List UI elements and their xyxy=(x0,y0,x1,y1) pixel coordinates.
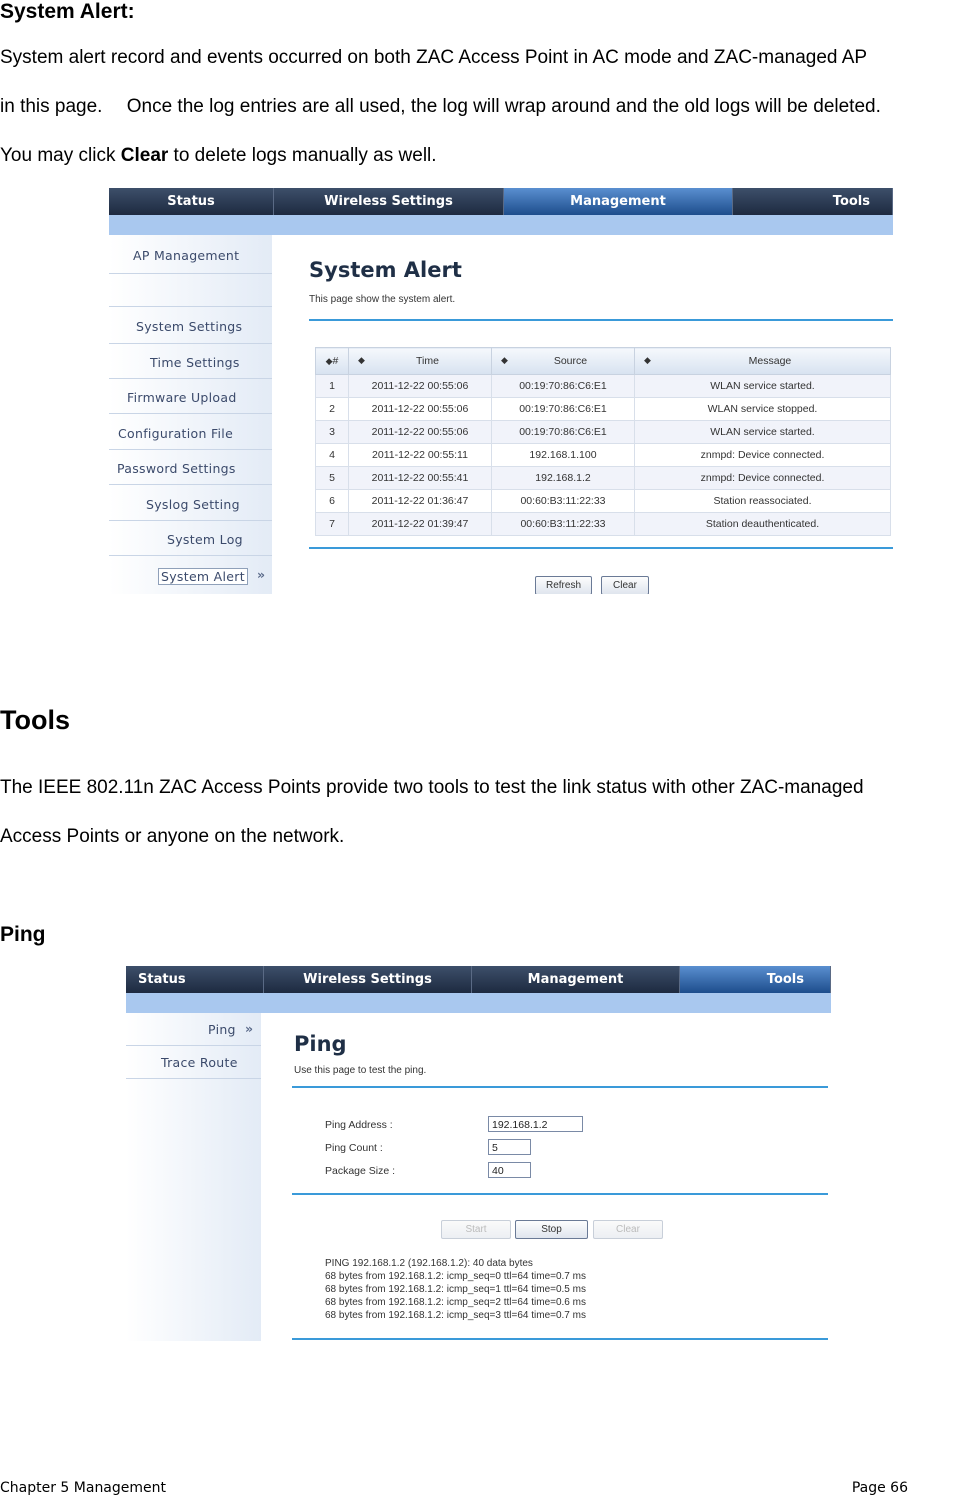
intro-line-1: System alert record and events occurred on both ZAC Access Point in AC mode and ZAC-managed AP xyxy=(0,47,868,68)
divider xyxy=(309,319,893,321)
sort-icon: ◆ xyxy=(358,355,365,365)
active-marker-icon: » xyxy=(245,1021,254,1036)
ping-screenshot xyxy=(126,966,831,1341)
sidebar xyxy=(109,235,272,594)
intro-line-3-pre: You may click xyxy=(0,145,121,166)
ping-count-input[interactable]: 5 xyxy=(488,1139,531,1155)
sort-icon: ◆ xyxy=(325,356,333,366)
sidebar-item-time-settings[interactable]: Time Settings xyxy=(150,355,240,370)
sidebar-item-ap-management[interactable]: AP Management xyxy=(133,248,240,263)
package-size-input[interactable]: 40 xyxy=(488,1162,531,1178)
table-row: 2 2011-12-22 00:55:06 00:19:70:86:C6:E1 WLAN service stopped. xyxy=(316,398,891,421)
col-number[interactable]: ◆# xyxy=(316,348,349,375)
refresh-button[interactable]: Refresh xyxy=(535,576,592,594)
alert-table xyxy=(315,347,891,536)
package-size-label: Package Size : xyxy=(325,1165,396,1177)
sidebar-item-syslog-setting[interactable]: Syslog Setting xyxy=(146,497,240,512)
table-row: 4 2011-12-22 00:55:11 192.168.1.100 znmpd: Device connected. xyxy=(316,444,891,467)
sidebar-item-system-log[interactable]: System Log xyxy=(167,532,243,547)
tools-heading: Tools xyxy=(0,705,70,735)
table-row: 6 2011-12-22 01:36:47 00:60:B3:11:22:33 Station reassociated. xyxy=(316,490,891,513)
ping-output-line: 68 bytes from 192.168.1.2: icmp_seq=1 ttl=64 time=0.5 ms xyxy=(325,1284,586,1295)
top-nav xyxy=(126,966,831,993)
footer-page-number: Page 66 xyxy=(851,1480,908,1496)
clear-button[interactable]: Clear xyxy=(601,576,649,594)
sidebar-item-password-settings[interactable]: Password Settings xyxy=(117,461,236,476)
tab-status[interactable]: Status xyxy=(126,966,264,993)
sidebar-item-trace-route[interactable]: Trace Route xyxy=(161,1055,238,1070)
tab-tools[interactable]: Tools xyxy=(733,188,893,215)
tab-management[interactable]: Management xyxy=(472,966,680,993)
ping-output-line: 68 bytes from 192.168.1.2: icmp_seq=2 ttl=64 time=0.6 ms xyxy=(325,1297,586,1308)
table-row: 5 2011-12-22 00:55:41 192.168.1.2 znmpd: Device connected. xyxy=(316,467,891,490)
sub-bar xyxy=(126,993,831,1013)
divider xyxy=(292,1086,828,1088)
tab-wireless-settings[interactable]: Wireless Settings xyxy=(264,966,472,993)
col-time[interactable]: ◆ Time xyxy=(349,348,492,375)
top-nav xyxy=(109,188,893,215)
sidebar-item-system-settings[interactable]: System Settings xyxy=(136,319,243,334)
table-header xyxy=(316,348,891,375)
sort-icon: ◆ xyxy=(501,355,508,365)
tab-status[interactable]: Status xyxy=(109,188,274,215)
sidebar-item-configuration-file[interactable]: Configuration File xyxy=(118,426,234,441)
ping-output-line: 68 bytes from 192.168.1.2: icmp_seq=3 ttl=64 time=0.7 ms xyxy=(325,1310,586,1321)
sidebar-item-firmware-upload[interactable]: Firmware Upload xyxy=(127,390,237,405)
ping-output-line: PING 192.168.1.2 (192.168.1.2): 40 data bytes xyxy=(325,1258,533,1269)
tools-line-2: Access Points or anyone on the network. xyxy=(0,826,345,847)
sidebar-item-system-alert[interactable]: System Alert xyxy=(158,568,248,585)
system-alert-heading: System Alert: xyxy=(0,0,135,23)
tab-management[interactable]: Management xyxy=(504,188,733,215)
page-title: System Alert xyxy=(309,258,462,282)
intro-line-3-post: to delete logs manually as well. xyxy=(168,145,437,166)
tab-wireless-settings[interactable]: Wireless Settings xyxy=(274,188,504,215)
col-source[interactable]: ◆ Source xyxy=(492,348,635,375)
clear-button[interactable]: Clear xyxy=(593,1220,663,1239)
divider xyxy=(292,1193,828,1195)
ping-address-label: Ping Address : xyxy=(325,1119,393,1131)
sort-icon: ◆ xyxy=(644,355,651,365)
start-button[interactable]: Start xyxy=(441,1220,511,1239)
intro-clear-term: Clear xyxy=(120,145,169,166)
divider xyxy=(309,547,893,549)
footer-chapter: Chapter 5 Management xyxy=(0,1480,167,1496)
tab-tools[interactable]: Tools xyxy=(680,966,831,993)
sidebar-item-ping[interactable]: Ping xyxy=(208,1022,236,1037)
ping-address-input[interactable]: 192.168.1.2 xyxy=(488,1116,583,1132)
page-title: Ping xyxy=(294,1032,347,1056)
system-alert-screenshot xyxy=(109,188,893,594)
table-row: 7 2011-12-22 01:39:47 00:60:B3:11:22:33 Station deauthenticated. xyxy=(316,513,891,536)
divider xyxy=(292,1338,828,1340)
intro-line-2: in this page. Once the log entries are all used, the log will wrap around and the old logs will be deleted. xyxy=(0,96,881,117)
sidebar xyxy=(126,1013,261,1341)
col-message[interactable]: ◆ Message xyxy=(635,348,891,375)
ping-count-label: Ping Count : xyxy=(325,1142,383,1154)
table-row: 3 2011-12-22 00:55:06 00:19:70:86:C6:E1 WLAN service started. xyxy=(316,421,891,444)
ping-output-line: 68 bytes from 192.168.1.2: icmp_seq=0 ttl=64 time=0.7 ms xyxy=(325,1271,586,1282)
active-marker-icon: » xyxy=(257,567,266,582)
table-row: 1 2011-12-22 00:55:06 00:19:70:86:C6:E1 WLAN service started. xyxy=(316,375,891,398)
tools-line-1: The IEEE 802.11n ZAC Access Points provide two tools to test the link status with other ZAC-managed xyxy=(0,777,864,798)
page-description: Use this page to test the ping. xyxy=(294,1065,427,1076)
ping-heading: Ping xyxy=(0,923,46,946)
intro-line-3 xyxy=(0,144,437,168)
stop-button[interactable]: Stop xyxy=(515,1220,588,1239)
page-description: This page show the system alert. xyxy=(309,294,456,305)
sub-bar xyxy=(109,215,893,235)
